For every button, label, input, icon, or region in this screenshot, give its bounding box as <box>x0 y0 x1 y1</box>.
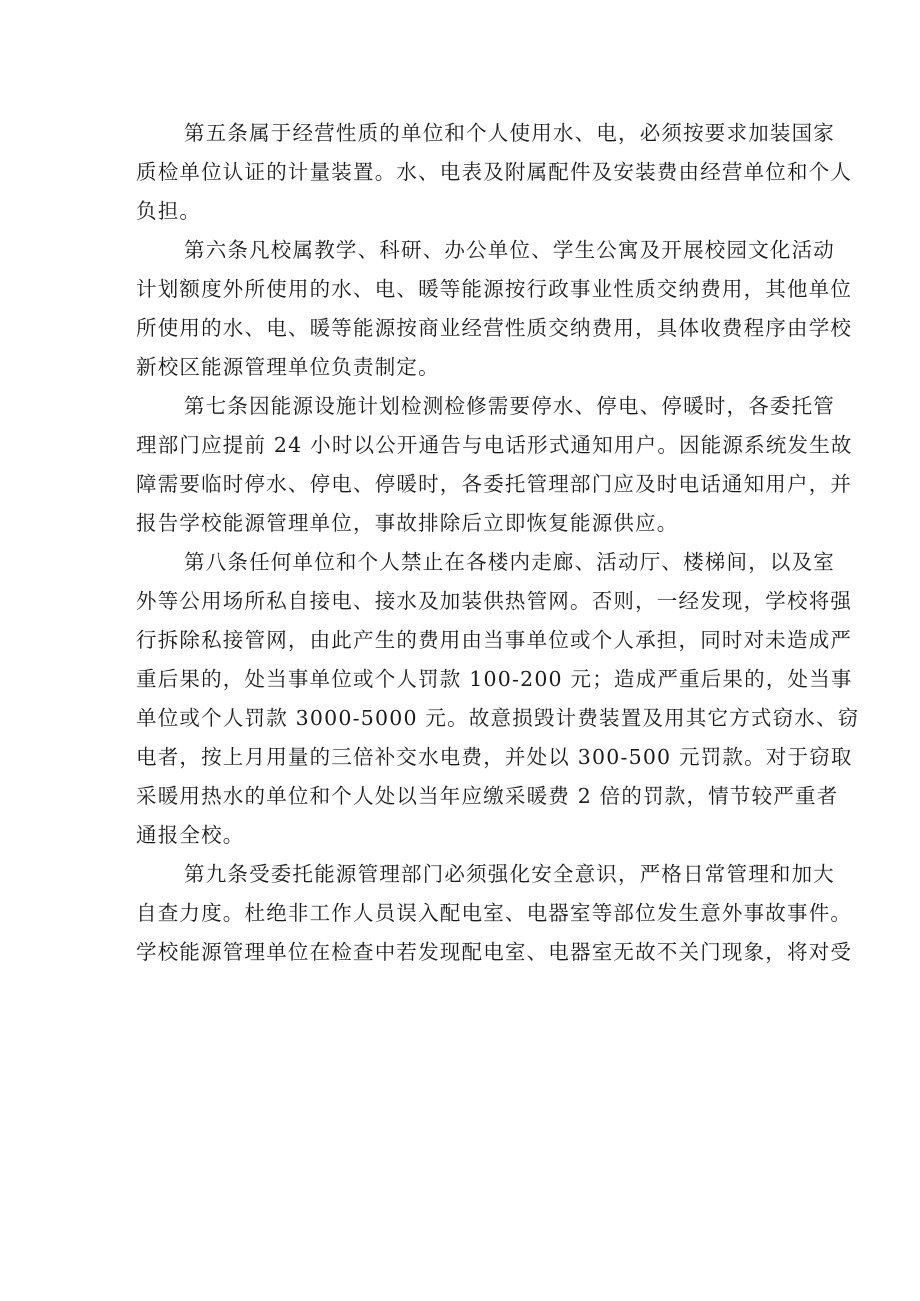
article-8-paragraph <box>136 543 860 855</box>
article-6-line-1: 第六条凡校属教学、科研、办公单位、学生公寓及开展校园文化活动 <box>184 238 835 262</box>
article-6-paragraph <box>136 231 853 387</box>
article-8-line-3: 行拆除私接管网，由此产生的费用由当事单位或个人承担，同时对未造成严 <box>136 628 853 652</box>
article-7-line-3: 障需要临时停水、停电、停暖时，各委托管理部门应及时电话通知用户，并 <box>136 472 853 496</box>
article-5-line-3: 负担。 <box>136 199 202 223</box>
article-9-line-3: 学校能源管理单位在检查中若发现配电室、电器室无故不关门现象，将对受 <box>136 940 853 964</box>
article-8-line-1: 第八条任何单位和个人禁止在各楼内走廊、活动厅、楼梯间，以及室 <box>184 550 835 574</box>
article-7-line-1: 第七条因能源设施计划检测检修需要停水、停电、停暖时，各委托管 <box>184 394 835 418</box>
article-6-line-4: 新校区能源管理单位负责制定。 <box>136 355 440 379</box>
article-6-line-2: 计划额度外所使用的水、电、暖等能源按行政事业性质交纳费用，其他单位 <box>136 277 853 301</box>
article-9-line-2: 自查力度。杜绝非工作人员误入配电室、电器室等部位发生意外事故事件。 <box>136 901 853 925</box>
article-9-paragraph <box>136 855 853 972</box>
document-page <box>136 114 860 972</box>
article-5-line-2: 质检单位认证的计量装置。水、电表及附属配件及安装费由经营单位和个人 <box>136 160 853 184</box>
article-8-line-6: 电者，按上月用量的三倍补交水电费，并处以 300-500 元罚款。对于窃取 <box>136 745 853 769</box>
article-8-line-4: 重后果的，处当事单位或个人罚款 100-200 元；造成严重后果的，处当事 <box>136 667 853 691</box>
article-6-line-3: 所使用的水、电、暖等能源按商业经营性质交纳费用，具体收费程序由学校 <box>136 316 853 340</box>
article-5-paragraph <box>136 114 853 231</box>
article-7-line-2: 理部门应提前 24 小时以公开通告与电话形式通知用户。因能源系统发生故 <box>136 433 853 457</box>
article-8-line-5: 单位或个人罚款 3000-5000 元。故意损毁计费装置及用其它方式窃水、窃 <box>136 706 860 730</box>
article-8-line-8: 通报全校。 <box>136 823 245 847</box>
article-8-line-7: 采暖用热水的单位和个人处以当年应缴采暖费 2 倍的罚款，情节较严重者 <box>136 784 839 808</box>
article-7-paragraph <box>136 387 853 543</box>
article-7-line-4: 报告学校能源管理单位，事故排除后立即恢复能源供应。 <box>136 511 679 535</box>
article-5-line-1: 第五条属于经营性质的单位和个人使用水、电，必须按要求加装国家 <box>184 121 835 145</box>
article-8-line-2: 外等公用场所私自接电、接水及加装供热管网。否则，一经发现，学校将强 <box>136 589 853 613</box>
article-9-line-1: 第九条受委托能源管理部门必须强化安全意识，严格日常管理和加大 <box>184 862 835 886</box>
